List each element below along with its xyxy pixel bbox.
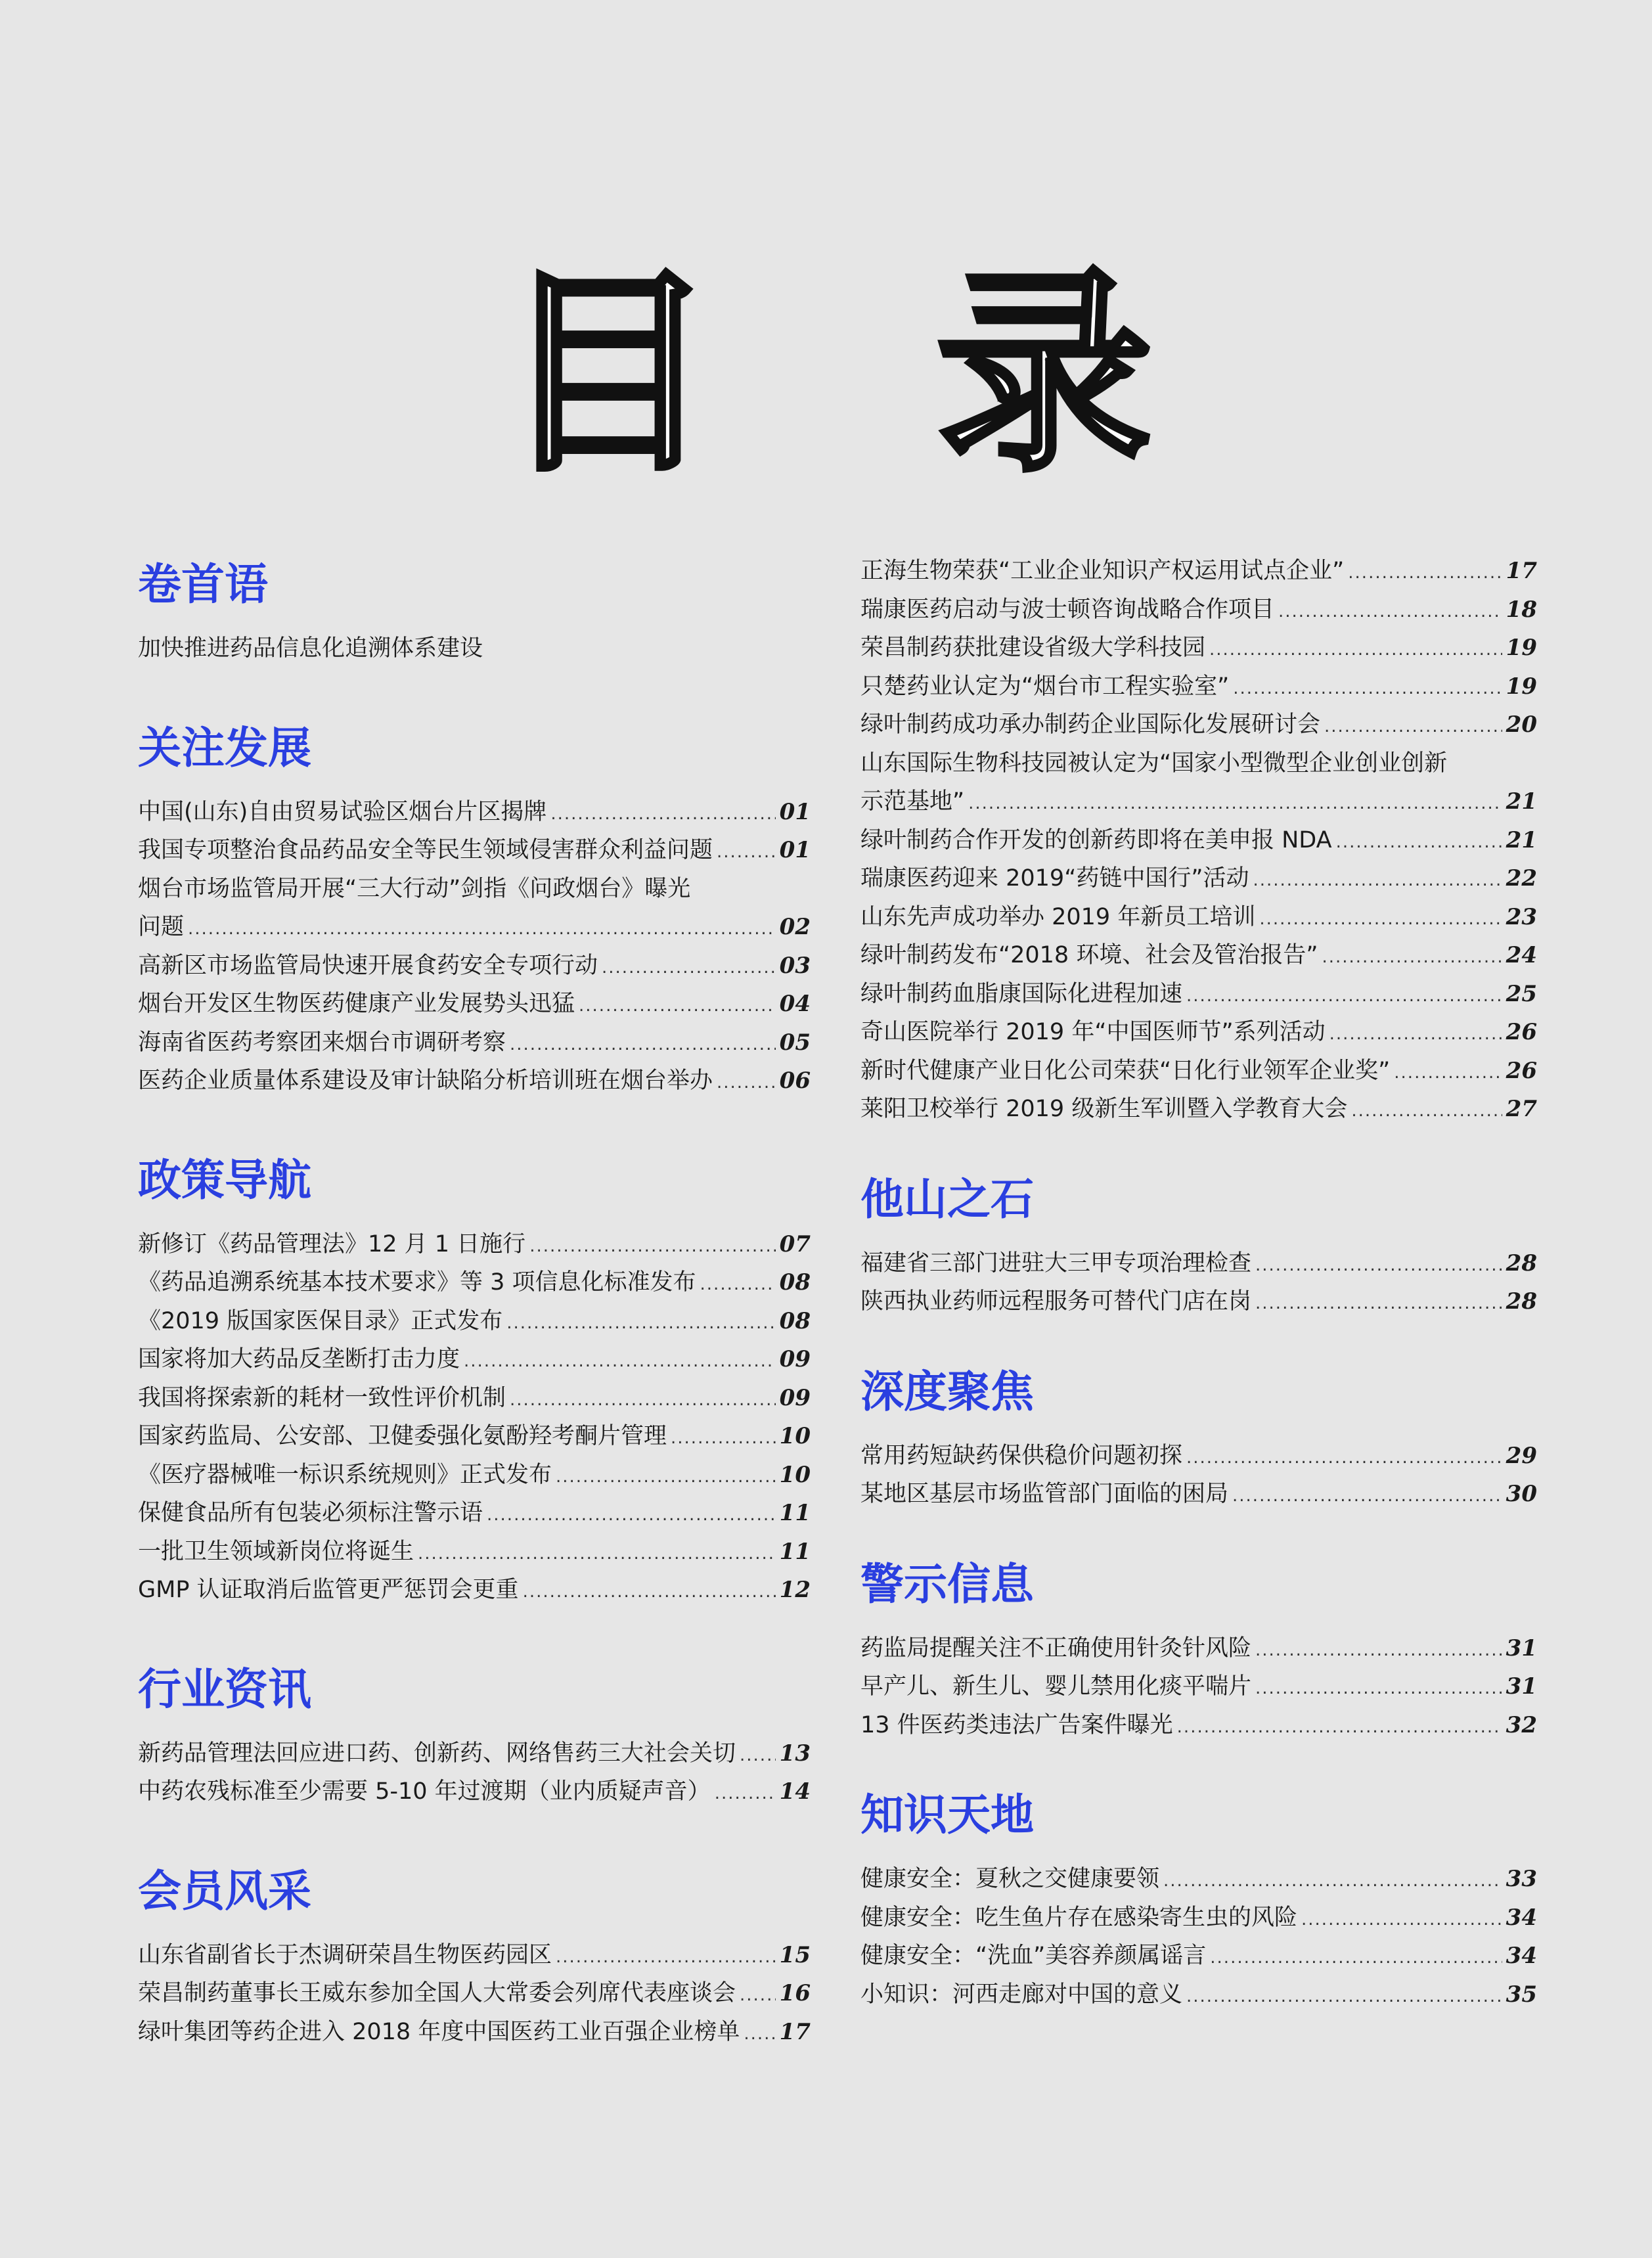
- toc-entry: [860, 1013, 1537, 1052]
- toc-leader-dots: [740, 1974, 776, 2015]
- toc-section: [860, 1167, 1537, 1321]
- toc-entry: [860, 552, 1537, 591]
- toc-entry-title: 我国将探索新的耗材一致性评价机制: [138, 1384, 506, 1411]
- toc-entry: [138, 1936, 811, 1975]
- toc-left-column: [138, 552, 811, 2051]
- toc-leader-dots: [1336, 821, 1502, 862]
- toc-page-number: 19: [1506, 635, 1537, 661]
- toc-entry-title: 新时代健康产业日化公司荣获“日化行业领军企业奖”: [860, 1057, 1391, 1084]
- toc-entry-title: 《医疗器械唯一标识系统规则》正式发布: [138, 1461, 552, 1488]
- toc-entry: [860, 1090, 1537, 1129]
- toc-page-number: 31: [1506, 1635, 1537, 1661]
- toc-entry-title: 中国(山东)自由贸易试验区烟台片区揭牌: [138, 798, 547, 825]
- toc-entry: [860, 744, 1537, 783]
- toc-entry-title: 加快推进药品信息化追溯体系建设: [138, 635, 483, 662]
- toc-leader-dots: [510, 1379, 776, 1420]
- toc-entry: [138, 831, 811, 870]
- toc-leader-dots: [1255, 1667, 1502, 1708]
- toc-leader-dots: [1186, 975, 1502, 1016]
- toc-leader-dots: [700, 1263, 776, 1304]
- toc-leader-dots: [1255, 1629, 1502, 1670]
- toc-leader-dots: [1186, 1976, 1502, 2016]
- toc-section: [138, 1859, 811, 2052]
- toc-entry-title: 健康安全：夏秋之交健康要领: [860, 1866, 1160, 1892]
- toc-entry-title: 陕西执业药师远程服务可替代门店在岗: [860, 1288, 1252, 1315]
- toc-entry-title: 小知识：河西走廊对中国的意义: [860, 1981, 1183, 2008]
- toc-page-number: 09: [779, 1346, 811, 1372]
- toc-entry: [860, 782, 1537, 821]
- toc-entry-title: 国家药监局、公安部、卫健委强化氨酚羟考酮片管理: [138, 1423, 667, 1449]
- toc-entry-title: 健康安全：“洗血”美容养颜属谣言: [860, 1943, 1207, 1969]
- toc-page-number: 28: [1506, 1250, 1537, 1276]
- toc-page-number: 26: [1506, 1057, 1537, 1084]
- toc-entry: [860, 706, 1537, 744]
- toc-entry-title: 山东国际生物科技园被认定为“国家小型微型企业创业创新: [860, 750, 1448, 777]
- toc-entry: [138, 1379, 811, 1418]
- toc-entry: [138, 1024, 811, 1062]
- toc-entry: [860, 1475, 1537, 1514]
- toc-page-number: 25: [1506, 980, 1537, 1007]
- toc-leader-dots: [487, 1494, 776, 1535]
- toc-page-number: 26: [1506, 1019, 1537, 1045]
- toc-entry: [138, 908, 811, 947]
- toc-leader-dots: [1253, 859, 1502, 900]
- toc-leader-dots: [550, 793, 775, 834]
- toc-leader-dots: [1186, 1437, 1502, 1478]
- section-heading: 警示信息: [860, 1558, 1034, 1610]
- toc-entry-title: 福建省三部门进驻大三甲专项治理检查: [860, 1250, 1252, 1276]
- toc-leader-dots: [968, 782, 1502, 823]
- toc-entry-title: GMP 认证取消后监管更严惩罚会更重: [138, 1577, 519, 1603]
- toc-entry: [860, 859, 1537, 898]
- toc-entry: [138, 1494, 811, 1533]
- toc-leader-dots: [1209, 629, 1502, 669]
- toc-entry-title: 绿叶制药成功承办制药企业国际化发展研讨会: [860, 711, 1321, 738]
- toc-entry-title: 药监局提醒关注不正确使用针灸针风险: [860, 1635, 1252, 1661]
- toc-leader-dots: [1301, 1899, 1502, 1939]
- toc-page-number: 27: [1506, 1096, 1537, 1122]
- toc-page-number: 01: [779, 837, 811, 863]
- section-heading: 知识天地: [860, 1790, 1034, 1840]
- toc-leader-dots: [740, 1734, 776, 1775]
- toc-page-number: 34: [1506, 1943, 1537, 1969]
- toc-entry-title: 高新区市场监管局快速开展食药安全专项行动: [138, 952, 598, 979]
- toc-entry: [860, 1629, 1537, 1668]
- toc-entry-title: 烟台开发区生物医药健康产业发展势头迅猛: [138, 991, 575, 1017]
- toc-entry-title: 绿叶制药合作开发的创新药即将在美申报 NDA: [860, 826, 1332, 853]
- toc-entry: [138, 1974, 811, 2013]
- toc-entry: [138, 1302, 811, 1341]
- toc-page-number: 18: [1506, 596, 1537, 623]
- toc-entry: [860, 667, 1537, 706]
- toc-entry-title: 某地区基层市场监管部门面临的困局: [860, 1481, 1229, 1507]
- toc-entry: [138, 1773, 811, 1811]
- toc-page-number: 29: [1506, 1442, 1537, 1469]
- toc-page-number: 13: [779, 1740, 811, 1767]
- section-heading: 行业资讯: [138, 1663, 311, 1715]
- toc-entry: [860, 1899, 1537, 1937]
- toc-leader-dots: [1177, 1706, 1502, 1747]
- toc-section: [860, 1359, 1537, 1514]
- toc-page-number: 08: [779, 1269, 811, 1296]
- toc-leader-dots: [1255, 1244, 1502, 1285]
- toc-section: [860, 1552, 1537, 1745]
- toc-leader-dots: [671, 1417, 776, 1458]
- toc-entry: [138, 1571, 811, 1610]
- toc-entry-title: 绿叶制药血脂康国际化进程加速: [860, 980, 1183, 1007]
- toc-entry: [138, 793, 811, 832]
- toc-leader-dots: [1324, 706, 1502, 746]
- toc-right-column: [860, 552, 1537, 2014]
- toc-entry-title: 绿叶制药发布“2018 环境、社会及管治报告”: [860, 942, 1318, 968]
- toc-page-number: 05: [779, 1029, 811, 1056]
- toc-entry: [138, 629, 811, 668]
- toc-section: [138, 552, 811, 668]
- toc-entry-title: 新修订《药品管理法》12 月 1 日施行: [138, 1231, 526, 1257]
- toc-page-number: 01: [779, 798, 811, 825]
- toc-page-number: 14: [779, 1778, 811, 1805]
- toc-leader-dots: [1255, 1282, 1502, 1323]
- toc-page-number: 32: [1506, 1711, 1537, 1738]
- toc-leader-dots: [1259, 898, 1502, 939]
- toc-page-number: 04: [779, 991, 811, 1017]
- toc-entry-title: 只楚药业认定为“烟台市工程实验室”: [860, 673, 1230, 700]
- continued-entries: [860, 552, 1537, 1129]
- toc-entry-title: 海南省医药考察团来烟台市调研考察: [138, 1029, 506, 1056]
- toc-page-number: 31: [1506, 1673, 1537, 1700]
- toc-entry-title: 国家将加大药品反垄断打击力度: [138, 1346, 460, 1372]
- toc-leader-dots: [464, 1340, 776, 1381]
- toc-entry-title: 瑞康医药启动与波士顿咨询战略合作项目: [860, 596, 1275, 623]
- toc-entry-title: 新药品管理法回应进口药、创新药、网络售药三大社会关切: [138, 1740, 736, 1767]
- toc-page-number: 17: [779, 2018, 811, 2045]
- toc-leader-dots: [715, 1773, 776, 1813]
- section-heading: 关注发展: [138, 722, 311, 773]
- toc-page-number: 17: [1506, 558, 1537, 584]
- toc-entry: [138, 870, 811, 909]
- toc-section: [860, 1782, 1537, 2014]
- toc-entry: [138, 1062, 811, 1100]
- toc-leader-dots: [510, 1024, 776, 1064]
- toc-entry: [138, 1417, 811, 1456]
- toc-page-number: 06: [779, 1068, 811, 1094]
- toc-entry-title: 保健食品所有包装必须标注警示语: [138, 1500, 483, 1526]
- toc-page-number: 10: [779, 1461, 811, 1488]
- toc-leader-dots: [506, 1302, 775, 1343]
- toc-entry-title: 荣昌制药获批建设省级大学科技园: [860, 635, 1206, 661]
- toc-leader-dots: [418, 1533, 776, 1573]
- toc-leader-dots: [1210, 1937, 1502, 1977]
- toc-leader-dots: [717, 831, 776, 872]
- toc-section: [138, 1657, 811, 1811]
- toc-page-number: 08: [779, 1307, 811, 1334]
- toc-entry: [860, 975, 1537, 1014]
- toc-entry: [860, 591, 1537, 629]
- toc-leader-dots: [1394, 1052, 1502, 1093]
- toc-entry: [860, 1860, 1537, 1899]
- toc-section: [138, 1148, 811, 1610]
- page-title: 目 录: [499, 248, 1225, 501]
- toc-leader-dots: [717, 1062, 776, 1102]
- toc-page-number: 03: [779, 952, 811, 979]
- toc-leader-dots: [1322, 936, 1502, 977]
- toc-entry-title: 13 件医药类违法广告案件曝光: [860, 1711, 1173, 1738]
- toc-page-number: 09: [779, 1384, 811, 1411]
- toc-entry: [860, 1437, 1537, 1476]
- toc-entry-title: 山东省副省长于杰调研荣昌生物医药园区: [138, 1941, 552, 1968]
- section-heading: 深度聚焦: [860, 1366, 1034, 1417]
- toc-page-number: 24: [1506, 942, 1537, 968]
- toc-page-number: 28: [1506, 1288, 1537, 1315]
- toc-leader-dots: [523, 1571, 776, 1612]
- toc-entry: [138, 1263, 811, 1302]
- toc-page-number: 20: [1506, 711, 1537, 738]
- toc-entry: [138, 947, 811, 985]
- toc-page-number: 21: [1506, 826, 1537, 853]
- toc-entry-title: 正海生物荣获“工业企业知识产权运用试点企业”: [860, 558, 1345, 584]
- toc-entry-title: 荣昌制药董事长王威东参加全国人大常委会列席代表座谈会: [138, 1980, 736, 2006]
- toc-page-number: 10: [779, 1423, 811, 1449]
- toc-leader-dots: [1233, 667, 1502, 708]
- toc-entry: [138, 1734, 811, 1773]
- toc-entry-title: 常用药短缺药保供稳价问题初探: [860, 1442, 1183, 1469]
- toc-page-number: 16: [779, 1980, 811, 2006]
- toc-page-number: 21: [1506, 788, 1537, 815]
- toc-entry-title: 早产儿、新生儿、婴儿禁用化痰平喘片: [860, 1673, 1252, 1700]
- toc-entry-title: 我国专项整治食品药品安全等民生领域侵害群众利益问题: [138, 837, 713, 863]
- toc-entry: [138, 985, 811, 1024]
- toc-leader-dots: [529, 1225, 775, 1266]
- section-heading: 卷首语: [138, 559, 268, 610]
- toc-page-number: 11: [779, 1538, 811, 1565]
- toc-leader-dots: [556, 1456, 776, 1497]
- toc-page-number: 30: [1506, 1481, 1537, 1507]
- toc-page-number: 12: [779, 1577, 811, 1603]
- toc-leader-dots: [1351, 1090, 1502, 1131]
- toc-page-number: 22: [1506, 865, 1537, 892]
- toc-leader-dots: [602, 947, 776, 987]
- toc-page-number: 33: [1506, 1866, 1537, 1892]
- toc-entry-title: 中药农残标准至少需要 5-10 年过渡期（业内质疑声音）: [138, 1778, 711, 1805]
- toc-entry-title: 瑞康医药迎来 2019“药链中国行”活动: [860, 865, 1249, 892]
- toc-leader-dots: [744, 2013, 775, 2054]
- toc-leader-dots: [1329, 1013, 1502, 1054]
- toc-entry-title: 健康安全：吃生鱼片存在感染寄生虫的风险: [860, 1904, 1298, 1931]
- toc-page-number: 15: [779, 1941, 811, 1968]
- toc-entry: [138, 1225, 811, 1264]
- toc-entry: [860, 1667, 1537, 1706]
- toc-leader-dots: [188, 908, 776, 949]
- toc-leader-dots: [579, 985, 776, 1026]
- toc-section: [138, 715, 811, 1100]
- toc-entry-title: 烟台市场监管局开展“三大行动”剑指《问政烟台》曝光: [138, 875, 691, 902]
- toc-entry: [860, 1282, 1537, 1321]
- toc-entry: [138, 1533, 811, 1571]
- toc-entry-title: 山东先声成功举办 2019 年新员工培训: [860, 903, 1256, 930]
- toc-entry: [138, 1456, 811, 1495]
- toc-entry: [860, 629, 1537, 667]
- toc-entry: [860, 1706, 1537, 1745]
- toc-page-number: 23: [1506, 903, 1537, 930]
- toc-leader-dots: [1348, 552, 1502, 593]
- toc-entry-title: 医药企业质量体系建设及审计缺陷分析培训班在烟台举办: [138, 1068, 713, 1094]
- toc-page-number: 02: [779, 914, 811, 940]
- toc-entry: [860, 821, 1537, 860]
- section-heading: 政策导航: [138, 1154, 311, 1206]
- toc-entry: [860, 1976, 1537, 2014]
- toc-entry: [138, 2013, 811, 2052]
- toc-leader-dots: [1163, 1860, 1502, 1901]
- toc-entry-title: 示范基地”: [860, 788, 965, 815]
- toc-entry: [860, 1052, 1537, 1091]
- toc-entry-title: 莱阳卫校举行 2019 级新生军训暨入学教育大会: [860, 1096, 1348, 1122]
- toc-entry-title: 绿叶集团等药企进入 2018 年度中国医药工业百强企业榜单: [138, 2018, 740, 2045]
- toc-leader-dots: [556, 1936, 776, 1977]
- toc-page-number: 19: [1506, 673, 1537, 700]
- toc-page-number: 11: [779, 1500, 811, 1526]
- toc-leader-dots: [1232, 1475, 1502, 1516]
- toc-leader-dots: [1278, 591, 1502, 631]
- toc-page-number: 35: [1506, 1981, 1537, 2008]
- toc-page-number: 07: [779, 1231, 811, 1257]
- section-heading: 他山之石: [860, 1173, 1034, 1225]
- toc-entry-title: 《药品追溯系统基本技术要求》等 3 项信息化标准发布: [138, 1269, 696, 1296]
- section-heading: 会员风采: [138, 1865, 311, 1916]
- toc-page-number: 34: [1506, 1904, 1537, 1931]
- toc-entry: [138, 1340, 811, 1379]
- toc-entry: [860, 1244, 1537, 1283]
- toc-entry-title: 《2019 版国家医保目录》正式发布: [138, 1307, 503, 1334]
- toc-entry: [860, 936, 1537, 975]
- toc-entry-title: 奇山医院举行 2019 年“中国医师节”系列活动: [860, 1019, 1326, 1045]
- toc-entry-title: 一批卫生领域新岗位将诞生: [138, 1538, 414, 1565]
- toc-entry-title: 问题: [138, 914, 185, 940]
- toc-entry: [860, 1937, 1537, 1976]
- toc-entry: [860, 898, 1537, 937]
